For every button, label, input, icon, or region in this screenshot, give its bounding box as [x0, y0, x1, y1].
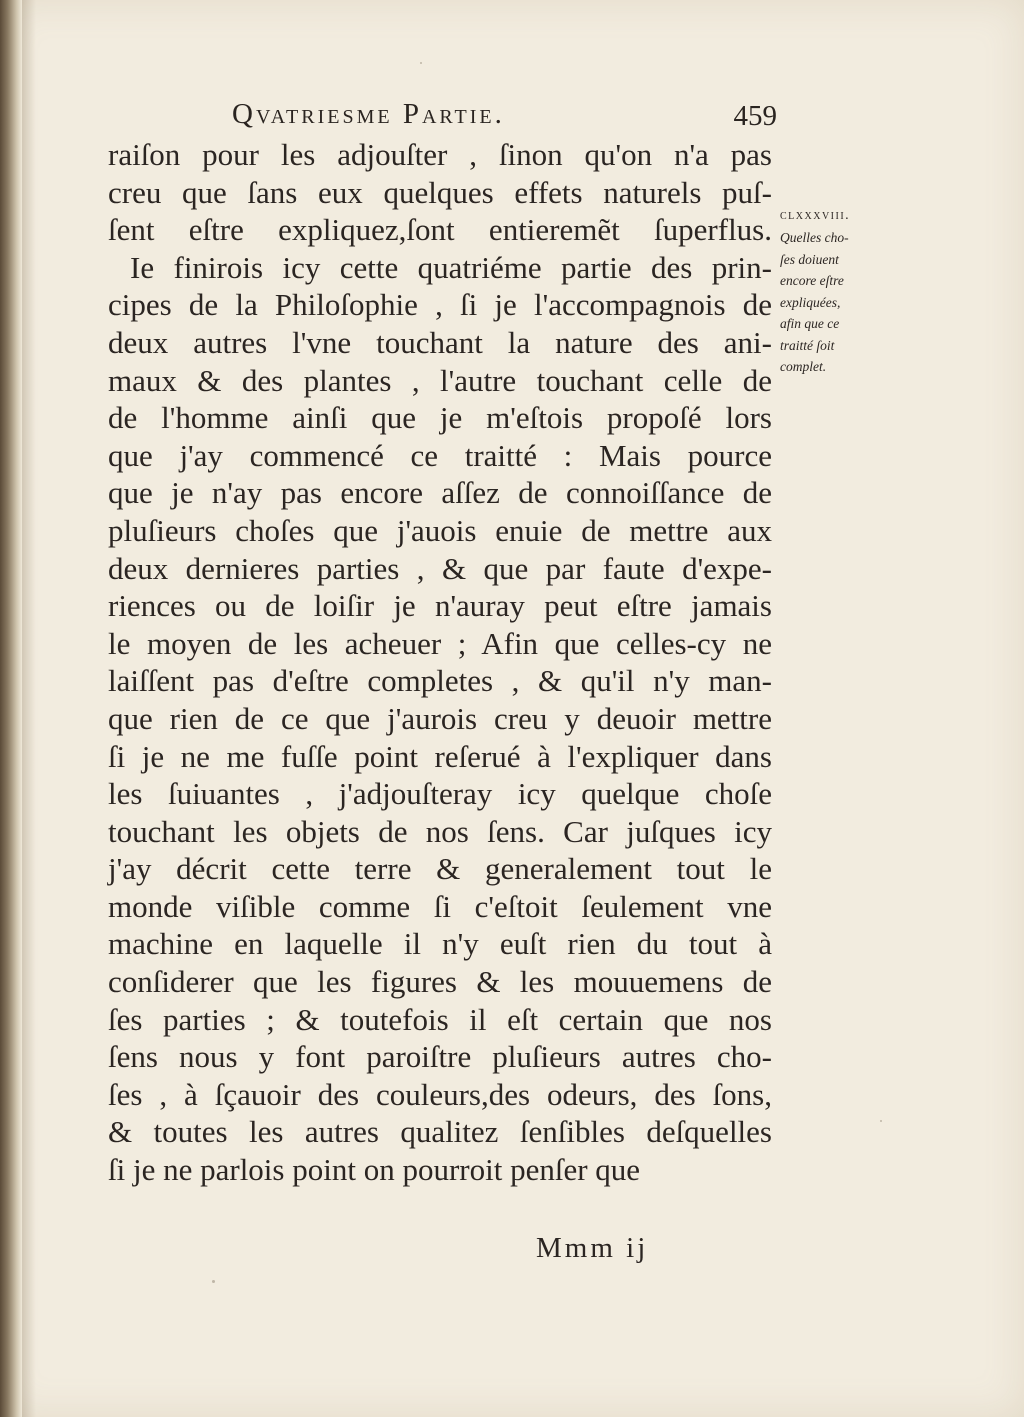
body-text: [108, 136, 772, 1189]
text-line: le moyen de les acheuer ; Afin que celles-cy ne: [108, 625, 772, 661]
text-line: ſi je ne me fuſſe point reſerué à l'expliquer dans: [108, 738, 772, 774]
spine-shadow: [22, 0, 36, 1417]
text-line: que rien de ce que j'aurois creu y deuoir mettre: [108, 700, 772, 736]
text-line: que je n'ay pas encore aſſez de connoiſſance de: [108, 475, 772, 511]
text-line: ſes , à ſçauoir des couleurs,des odeurs, des ſons,: [108, 1076, 772, 1112]
margin-note-line: encore eſtre: [780, 273, 844, 288]
text-line: deux dernieres parties , & que par faute d'expe-: [108, 550, 772, 586]
margin-note: [780, 205, 890, 378]
text-line: monde viſible comme ſi c'eſtoit ſeulement vne: [108, 888, 772, 924]
paper-speck: [420, 62, 422, 64]
text-line: cipes de la Philoſophie , ſi je l'accompagnois de: [108, 287, 772, 323]
margin-note-line: ſes doiuent: [780, 251, 839, 267]
text-line: riences ou de loiſir je n'auray peut eſtre jamais: [108, 588, 772, 624]
margin-note-line: afin que ce: [780, 316, 840, 331]
text-line: pluſieurs choſes que j'auois enuie de mettre aux: [108, 512, 772, 548]
margin-note-line: complet.: [780, 359, 827, 374]
text-line: touchant les objets de nos ſens. Car juſques icy: [108, 813, 772, 849]
text-line: ſent eſtre expliquez,ſont entieremẽt ſuperflus.: [108, 212, 772, 248]
running-header: [232, 92, 777, 142]
paper-speck: [880, 1120, 882, 1122]
paper-speck: [212, 1280, 215, 1283]
text-line: ſi je ne parlois point on pourroit penſer que: [108, 1152, 641, 1188]
margin-note-line: expliquées,: [780, 294, 841, 310]
text-line: deux autres l'vne touchant la nature des ani-: [108, 324, 772, 360]
text-line: maux & des plantes , l'autre touchant celle de: [108, 362, 772, 398]
text-line: laiſſent pas d'eſtre completes , & qu'il n'y man-: [108, 663, 772, 699]
text-line: ſes parties ; & toutefois il eſt certain que nos: [108, 1001, 772, 1037]
text-line: & toutes les autres qualitez ſenſibles deſquelles: [108, 1114, 772, 1150]
text-line: de l'homme ainſi que je m'eſtois propoſé lors: [108, 400, 772, 436]
margin-note-line: Quelles cho-: [780, 230, 849, 245]
text-line: les ſuiuantes , j'adjouſteray icy quelque choſe: [108, 776, 772, 812]
text-line: que j'ay commencé ce traitté : Mais pource: [108, 437, 772, 473]
margin-note-line: traitté ſoit: [780, 337, 835, 353]
text-line: Ie finirois icy cette quatriéme partie des prin-: [130, 249, 772, 285]
text-line: machine en laquelle il n'y euſt rien du tout à: [108, 926, 772, 962]
text-line: j'ay décrit cette terre & generalement tout le: [108, 851, 772, 887]
text-line: ſens nous y font paroiſtre pluſieurs autres cho-: [108, 1039, 772, 1075]
running-title: Qvatriesme Partie.: [232, 98, 505, 130]
signature-mark: Mmm ij: [536, 1232, 649, 1264]
margin-note-number: clxxxviii.: [780, 208, 851, 223]
text-line: creu que ſans eux quelques effets naturels puſ-: [108, 174, 772, 210]
book-spine: [0, 0, 22, 1417]
page-number: 459: [733, 100, 777, 132]
text-line: conſiderer que les figures & les mouuemens de: [108, 964, 772, 1000]
text-line: raiſon pour les adjouſter , ſinon qu'on n'a pas: [108, 137, 772, 172]
